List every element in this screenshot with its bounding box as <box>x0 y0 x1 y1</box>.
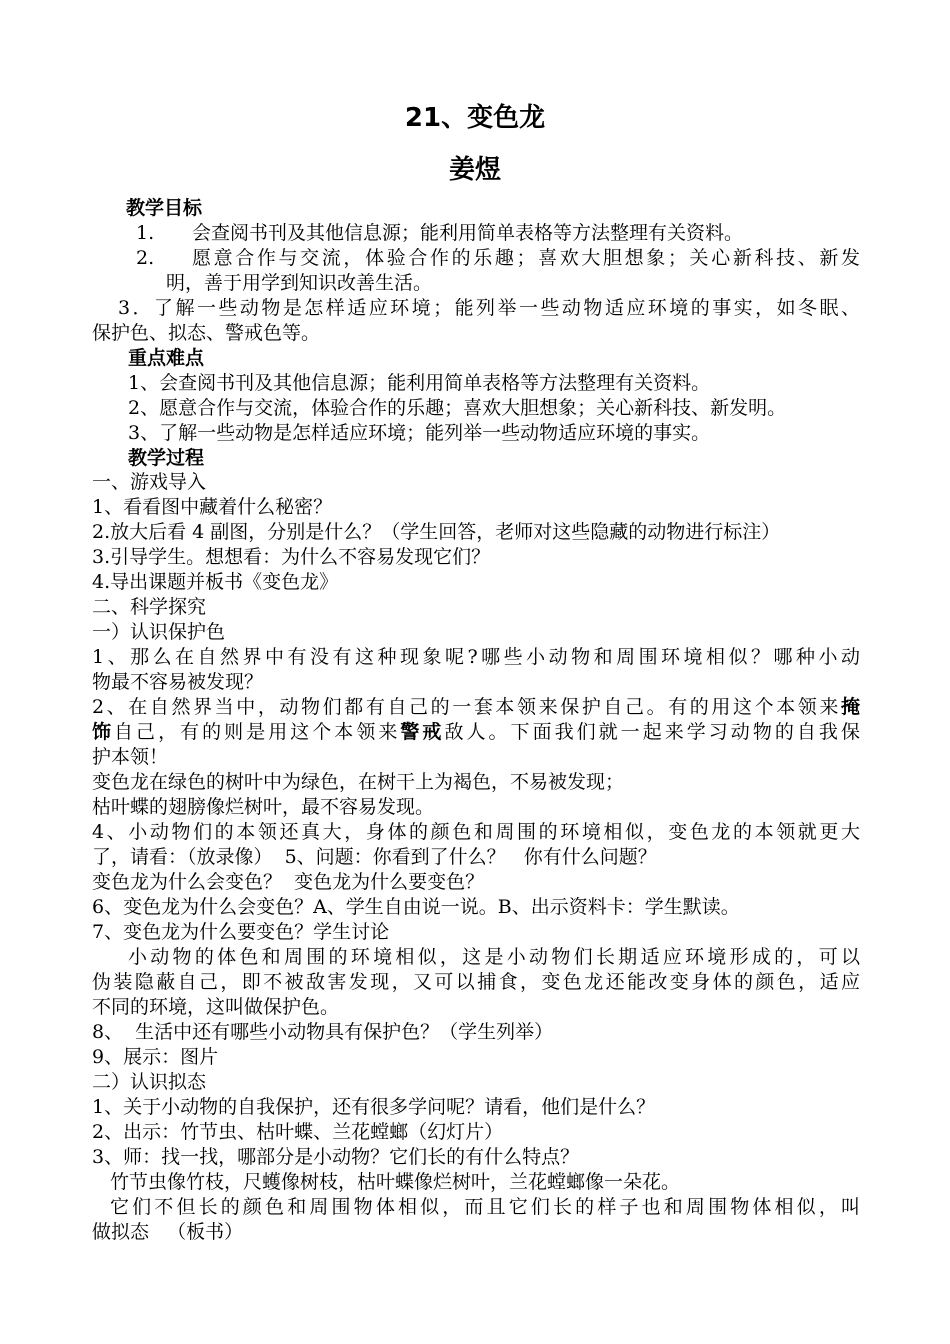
goal-2-number: 2. <box>136 247 155 269</box>
process-line: 一）认识保护色 <box>92 621 226 643</box>
key-point-3: 3、了解一些动物是怎样适应环境；能列举一些动物适应环境的事实。 <box>128 422 711 444</box>
bold-term: 饰 <box>92 721 115 743</box>
key-point-1: 1、会查阅书刊及其他信息源；能利用简单表格等方法整理有关资料。 <box>128 372 711 394</box>
document-title: 21、变色龙 <box>404 103 546 133</box>
key-points-heading: 重点难点 <box>128 347 205 369</box>
process-line: 了，请看：（放录像） 5、问题：你看到了什么？ 你有什么问题？ <box>92 846 657 868</box>
process-line <box>92 695 860 719</box>
process-line: 竹节虫像竹枝，尺蠖像树枝，枯叶蝶像烂树叶，兰花螳螂像一朵花。 <box>110 1171 681 1193</box>
process-text: 敌人。下面我们就一起来学习动物的自我保 <box>444 721 860 743</box>
process-line: 2、出示：竹节虫、枯叶蝶、兰花螳螂（幻灯片） <box>92 1121 504 1143</box>
process-line: 物最不容易被发现？ <box>92 671 264 693</box>
goal-1-number: 1. <box>136 222 155 244</box>
process-line: 1、关于小动物的自我保护，还有很多学问呢？请看，他们是什么？ <box>92 1096 656 1118</box>
goal-2-text: 愿意合作与交流，体验合作的乐趣；喜欢大胆想象；关心新科技、新发 <box>192 247 860 269</box>
process-line: 变色龙为什么会变色？ 变色龙为什么要变色？ <box>92 871 485 893</box>
process-line: 一、游戏导入 <box>92 471 207 493</box>
process-line: 小动物的体色和周围的环境相似，这是小动物们长期适应环境形成的，可以 <box>128 946 860 968</box>
process-line: 变色龙在绿色的树叶中为绿色，在树干上为褐色，不易被发现； <box>92 771 625 793</box>
process-line: 7、变色龙为什么要变色？学生讨论 <box>92 921 390 943</box>
process-line: 4、小动物们的本领还真大，身体的颜色和周围的环境相似，变色龙的本领就更大 <box>92 821 860 843</box>
goals-heading: 教学目标 <box>126 197 203 219</box>
process-line <box>92 720 860 744</box>
process-line: 8、 生活中还有哪些小动物具有保护色？（学生列举） <box>92 1021 554 1043</box>
goal-1-text: 会查阅书刊及其他信息源；能利用简单表格等方法整理有关资料。 <box>192 222 744 244</box>
process-line: 枯叶蝶的翅膀像烂树叶，最不容易发现。 <box>92 796 435 818</box>
process-line: 二）认识拟态 <box>92 1071 207 1093</box>
process-line: 二、科学探究 <box>92 596 207 618</box>
process-line: 9、展示：图片 <box>92 1046 219 1068</box>
process-line: 伪装隐蔽自己，即不被敌害发现，又可以捕食，变色龙还能改变身体的颜色，适应 <box>92 971 860 993</box>
bold-term: 警戒 <box>400 721 445 743</box>
process-line: 做拟态 （板书） <box>92 1221 244 1243</box>
process-text: 2、在自然界当中，动物们都有自己的一套本领来保护自己。有的用这个本领来 <box>92 696 841 718</box>
process-line: 2.放大后看 4 副图，分别是什么？（学生回答，老师对这些隐藏的动物进行标注） <box>92 521 781 543</box>
goal-3-text: 3．了解一些动物是怎样适应环境；能列举一些动物适应环境的事实，如冬眠、 <box>118 297 860 319</box>
process-line: 3.引导学生。想想看：为什么不容易发现它们？ <box>92 546 491 568</box>
process-line: 不同的环境，这叫做保护色。 <box>92 996 340 1018</box>
goal-3-text-cont: 保护色、拟态、警戒色等。 <box>92 322 321 344</box>
process-line: 它们不但长的颜色和周围物体相似，而且它们长的样子也和周围物体相似，叫 <box>110 1196 860 1218</box>
bold-term: 掩 <box>840 696 860 718</box>
process-line: 1、那么在自然界中有没有这种现象呢?哪些小动物和周围环境相似？哪种小动 <box>92 646 860 668</box>
process-line: 护本领！ <box>92 746 169 768</box>
process-line: 6、变色龙为什么会变色？A、学生自由说一说。B、出示资料卡：学生默读。 <box>92 896 740 918</box>
author-name: 姜煜 <box>448 155 501 185</box>
key-point-2: 2、愿意合作与交流，体验合作的乐趣；喜欢大胆想象；关心新科技、新发明。 <box>128 397 787 419</box>
process-line: 4.导出课题并板书《变色龙》 <box>92 571 339 593</box>
process-text: 自己，有的则是用这个本领来 <box>114 721 401 743</box>
goal-2-text-cont: 明，善于用学到知识改善生活。 <box>166 272 433 294</box>
process-line: 3、师：找一找，哪部分是小动物？它们长的有什么特点？ <box>92 1146 580 1168</box>
process-heading: 教学过程 <box>128 447 205 469</box>
process-line: 1、看看图中藏着什么秘密？ <box>92 496 333 518</box>
